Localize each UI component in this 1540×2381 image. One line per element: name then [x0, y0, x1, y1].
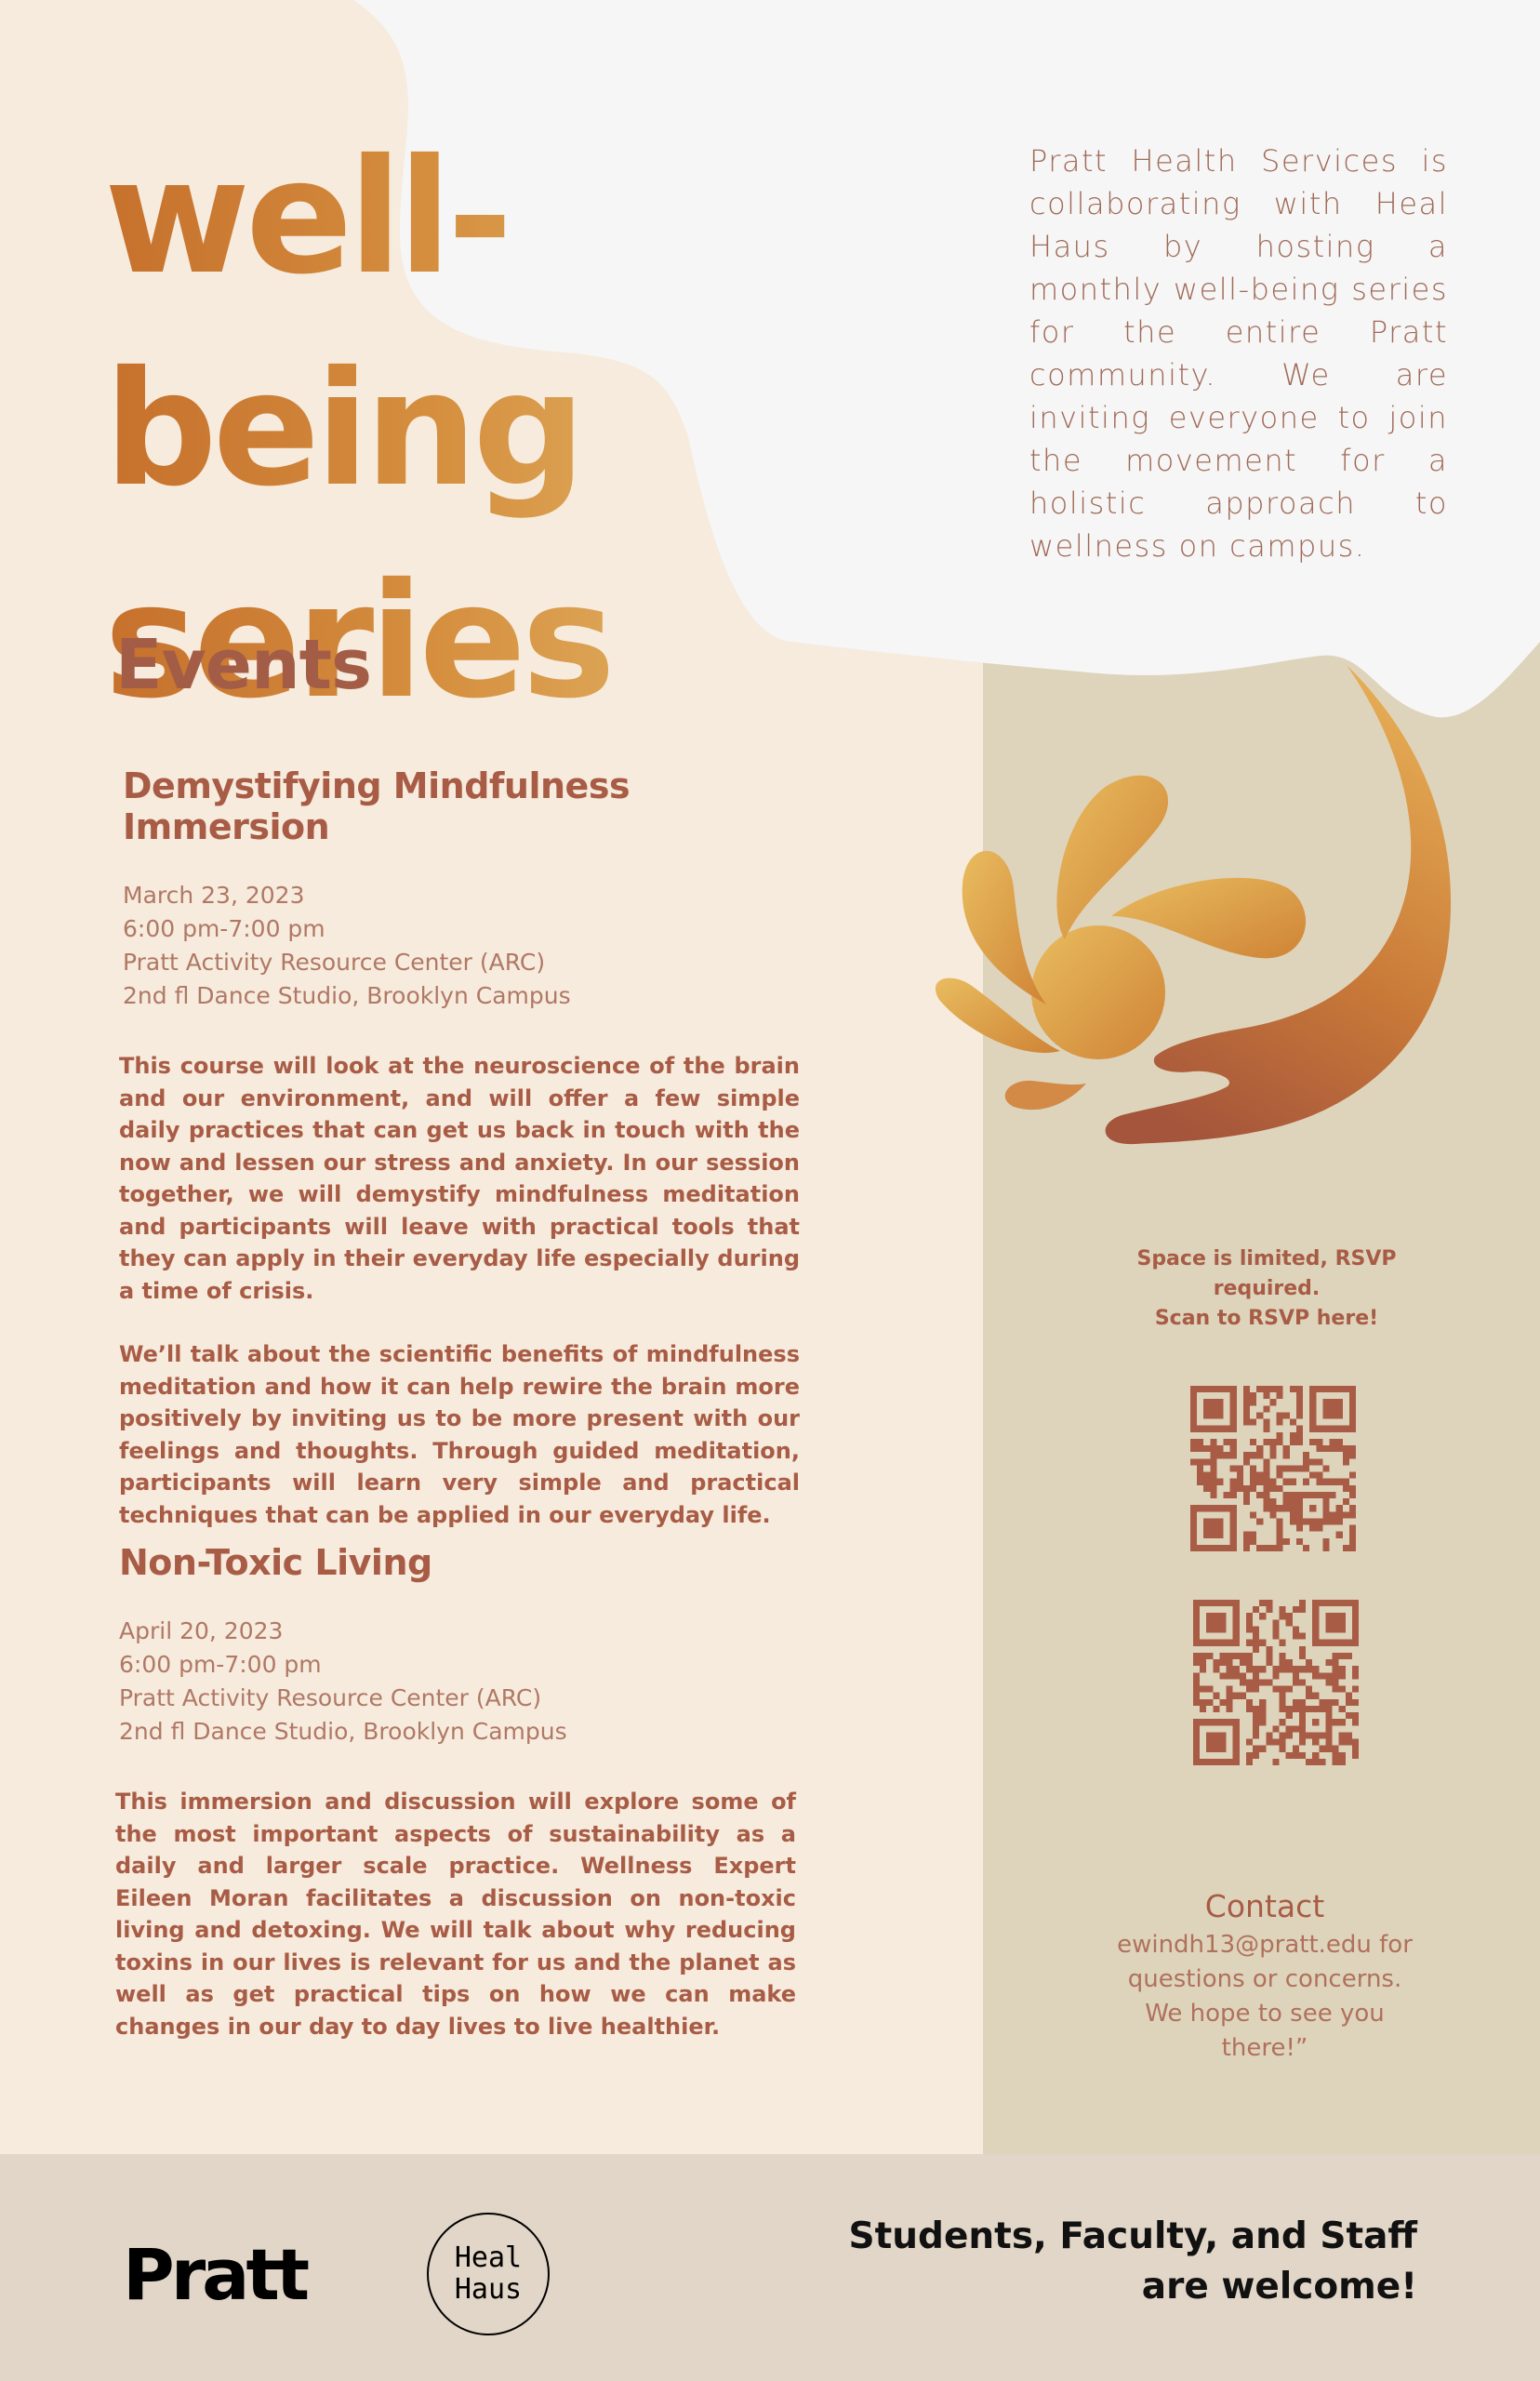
contact-text: ewindh13@pratt.edu for questions or concerns. We hope to see you there!”: [1117, 1931, 1413, 2062]
event-description: [119, 1050, 800, 1531]
event-description: [115, 1786, 796, 2042]
sun-circle: [1031, 925, 1165, 1059]
pratt-logo: Pratt: [123, 2233, 307, 2316]
heal-haus-logo: [427, 2213, 550, 2335]
events-heading: Events: [115, 625, 372, 705]
rsvp-line-2: Scan to RSVP here!: [1154, 1307, 1379, 1330]
qr-code-image: [1190, 1386, 1356, 1551]
event-time: 6:00 pm-7:00 pm: [119, 1651, 322, 1678]
event-title: Non-Toxic Living: [119, 1542, 432, 1583]
qr-code[interactable]: [1190, 1386, 1356, 1551]
title-line-1: well-being: [104, 126, 581, 522]
contact-title: Contact: [1204, 1888, 1325, 1924]
event-card: [115, 1542, 796, 2074]
welcome-line-2: are welcome!: [1141, 2266, 1417, 2308]
rsvp-note: [1081, 1244, 1453, 1334]
event-paragraph: This course will look at the neuroscience of the brain and our environment, and will offer a few simple daily practices that can get us back in touch with the now and lessen our stress and anxiety. In our session together, we will demystify mindfulness meditation and participants will leave with practical tools that they can apply in their everyday life especially during a time of crisis.: [119, 1053, 800, 1304]
event-date: March 23, 2023: [123, 882, 305, 909]
heal-haus-line-2: Haus: [454, 2273, 523, 2306]
event-location: Pratt Activity Resource Center (ARC): [123, 949, 546, 976]
qr-code-image: [1193, 1600, 1359, 1765]
intro-paragraph: Pratt Health Services is collaborating with Heal Haus by hosting a monthly well-being series for the entire Pratt community. We are inviting everyone to join the movement for a holistic approach to wellness on campus.: [1029, 143, 1448, 564]
welcome-message: [837, 2212, 1417, 2312]
event-details: [123, 879, 800, 1013]
rsvp-line-1: Space is limited, RSVP required.: [1136, 1247, 1397, 1300]
event-paragraph: We’ll talk about the scientific benefits of mindfulness meditation and how it can help rewire the brain more positively by inviting us to be more present with our feelings and thoughts. Through guided meditation, participants will learn very simple and practical techniques that can be applied in our everyday life.: [119, 1341, 800, 1528]
event-date: April 20, 2023: [119, 1617, 284, 1644]
event-location: Pratt Activity Resource Center (ARC): [119, 1684, 542, 1711]
qr-code[interactable]: [1193, 1600, 1359, 1765]
event-paragraph: This immersion and discussion will explore some of the most important aspects of sustainability as a daily and larger scale practice. Wellness Expert Eileen Moran facilitates a discussion on non-toxic living and detoxing. We will talk about why reducing toxins in our lives is relevant for us and the planet as well as get practical tips on how we can make changes in our day to day lives to live healthier.: [115, 1789, 796, 2040]
event-details: [119, 1615, 796, 1749]
event-time: 6:00 pm-7:00 pm: [123, 915, 325, 942]
event-card: [119, 765, 800, 1563]
event-room: 2nd fl Dance Studio, Brooklyn Campus: [119, 1718, 567, 1745]
contact-block: [1069, 1888, 1460, 2066]
title-line-2: series: [104, 550, 612, 734]
welcome-line-1: Students, Faculty, and Staff: [848, 2215, 1417, 2257]
heal-haus-line-1: Heal: [454, 2241, 523, 2274]
event-title: Demystifying Mindfulness Immersion: [123, 765, 631, 847]
event-room: 2nd fl Dance Studio, Brooklyn Campus: [123, 982, 571, 1009]
